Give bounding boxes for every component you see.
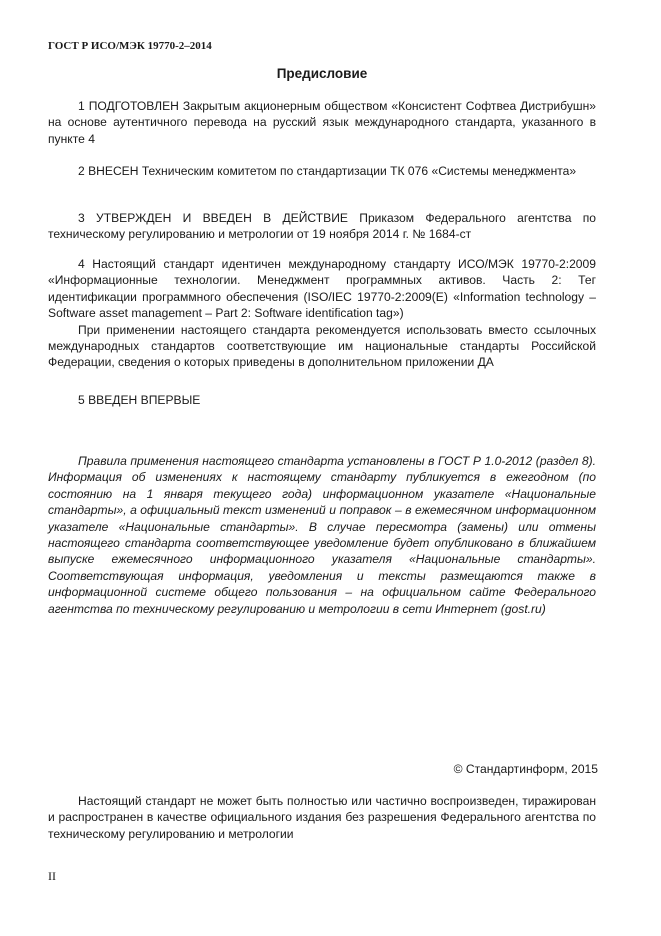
paragraph-prepared: 1 ПОДГОТОВЛЕН Закрытым акционерным обществом «Консистент Софтвеа Дистрибушн» на основе аутентичного перевода на русский язык международного стандарта, указанного в пункте 4 — [48, 99, 596, 146]
paragraph-identical: 4 Настоящий стандарт идентичен международному стандарту ИСО/МЭК 19770-2:2009 «Информационные технологии. Менеджмент программных активов. Часть 2: Тег идентификации программного обеспечения (ISO/IEC 19770-2:2009(E) «Information technology – Software asset management – Part 2: Software identification tag») — [48, 257, 596, 321]
preface-item-1 — [48, 98, 596, 147]
reproduction-notice: Настоящий стандарт не может быть полностью или частично воспроизведен, тиражирован и распространен в качестве официального издания без разрешения Федерального агентства по техническому регулированию и метрологии — [48, 794, 596, 841]
copyright-line: © Стандартинформ, 2015 — [453, 762, 598, 776]
preface-item-5 — [48, 392, 596, 408]
notice-text: Правила применения настоящего стандарта установлены в ГОСТ Р 1.0-2012 (раздел 8). Информация об изменениях к настоящему стандарту публикуется в ежегодном (по состоянию на 1 января текущего года) информационном указателе «Национальные стандарты», а официальный текст изменений и поправок – в ежемесячном информационном указателе «Национальные стандарты». В случае пересмотра (замены) или отмены настоящего стандарта соответствующее уведомление будет опубликовано в ближайшем выпуске ежемесячного информационного указателя «Национальные стандарты». Соответствующая информация, уведомления и тексты размещаются также в информационной системе общего пользования – на официальном сайте Федерального агентства по техническому регулированию и метрологии в сети Интернет (gost.ru) — [48, 454, 596, 616]
paragraph-submitted: 2 ВНЕСЕН Техническим комитетом по стандартизации ТК 076 «Системы менеджмента» — [78, 164, 577, 178]
page-title: Предисловие — [276, 66, 368, 81]
reproduction-block — [48, 793, 596, 842]
preface-item-4 — [48, 256, 596, 371]
paragraph-first-introduced: 5 ВВЕДЕН ВПЕРВЫЕ — [78, 393, 201, 407]
notice-block — [48, 453, 596, 617]
paragraph-references: При применении настоящего стандарта рекомендуется использовать вместо ссылочных международных стандартов соответствующие им национальные стандарты Российской Федерации, сведения о которых приведены в дополнительном приложении ДА — [48, 322, 596, 370]
preface-item-3 — [48, 210, 596, 243]
preface-item-2 — [48, 163, 596, 179]
page-number: II — [48, 869, 56, 883]
document-header: ГОСТ Р ИСО/МЭК 19770-2–2014 — [48, 40, 212, 52]
paragraph-approved: 3 УТВЕРЖДЕН И ВВЕДЕН В ДЕЙСТВИЕ Приказом Федерального агентства по техническому регулированию и метрологии от 19 ноября 2014 г. № 1684-ст — [48, 211, 596, 242]
